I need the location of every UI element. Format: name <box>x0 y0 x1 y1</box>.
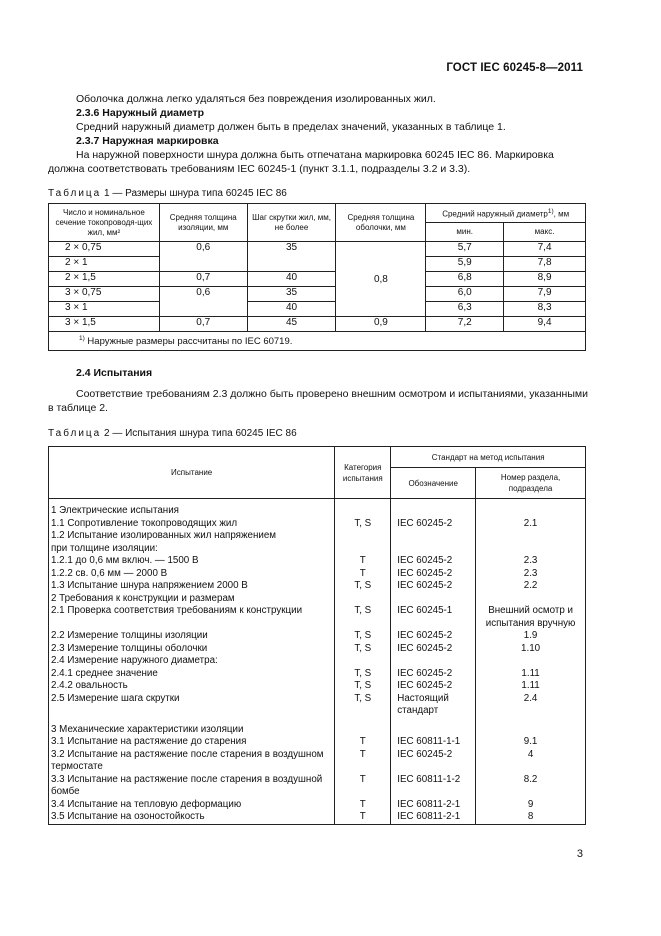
table-row <box>49 568 586 581</box>
test-standard-cell: IEC 60245-2 <box>391 680 476 693</box>
test-standard-cell: IEC 60811-2-1 <box>391 799 476 812</box>
table2-caption-word: Таблица <box>48 428 102 439</box>
test-category-cell: T, S <box>335 680 391 693</box>
test-name-cell: 3.3 Испытание на растяжение после старения в воздушной бомбе <box>49 774 335 799</box>
test-standard-cell: IEC 60245-2 <box>391 643 476 656</box>
table-row: 2 × 0,75 0,6 35 0,8 5,7 7,4 <box>49 242 586 257</box>
test-category-cell: T <box>335 555 391 568</box>
table-row <box>49 543 586 556</box>
table-row <box>49 799 586 812</box>
test-category-cell: T, S <box>335 605 391 630</box>
test-section-cell <box>476 655 586 668</box>
t2-header-designation: Обозначение <box>391 468 476 499</box>
table-row <box>49 518 586 531</box>
table-row <box>49 555 586 568</box>
test-standard-cell <box>391 718 476 737</box>
table-row <box>49 668 586 681</box>
table-row <box>49 593 586 606</box>
test-name-cell: 3.2 Испытание на растяжение после старения в воздушном термостате <box>49 749 335 774</box>
test-category-cell <box>335 499 391 518</box>
test-section-cell: 9 <box>476 799 586 812</box>
test-category-cell: T, S <box>335 693 391 718</box>
test-name-cell: 2.4.1 среднее значение <box>49 668 335 681</box>
test-category-cell <box>335 530 391 543</box>
test-section-cell <box>476 499 586 518</box>
table-row: 3 × 0,75 0,6 35 6,0 7,9 <box>49 287 586 302</box>
t2-header-category: Категория испытания <box>335 447 391 499</box>
test-category-cell <box>335 718 391 737</box>
test-standard-cell <box>391 543 476 556</box>
test-section-cell: 2.4 <box>476 693 586 718</box>
test-name-cell: 2.5 Измерение шага скрутки <box>49 693 335 718</box>
test-category-cell <box>335 655 391 668</box>
standard-designation: ГОСТ IEC 60245-8—2011 <box>446 62 583 74</box>
test-standard-cell <box>391 499 476 518</box>
paragraph-outer-diameter: Средний наружный диаметр должен быть в пределах значений, указанных в таблице 1. <box>76 121 506 133</box>
test-standard-cell: IEC 60245-2 <box>391 555 476 568</box>
table-row <box>49 774 586 799</box>
test-section-cell: 2.2 <box>476 580 586 593</box>
test-category-cell: T <box>335 736 391 749</box>
t1-header-sheath: Средняя толщина оболочки, мм <box>336 204 426 242</box>
table-cord-dimensions <box>48 203 586 351</box>
test-section-cell: 8.2 <box>476 774 586 799</box>
test-section-cell <box>476 543 586 556</box>
table-row <box>49 643 586 656</box>
t2-header-standard: Стандарт на метод испытания <box>391 447 586 468</box>
test-section-cell: 9.1 <box>476 736 586 749</box>
test-category-cell <box>335 543 391 556</box>
test-standard-cell: IEC 60245-2 <box>391 668 476 681</box>
test-standard-cell: IEC 60245-2 <box>391 518 476 531</box>
test-section-cell: 1.9 <box>476 630 586 643</box>
table-row <box>49 811 586 824</box>
t2-header-section: Номер раздела, подраздела <box>476 468 586 499</box>
table-row <box>49 499 586 518</box>
table-row <box>49 749 586 774</box>
test-name-cell: 3.5 Испытание на озоностойкость <box>49 811 335 824</box>
test-section-cell: 1.10 <box>476 643 586 656</box>
table-row <box>49 655 586 668</box>
test-category-cell: T, S <box>335 580 391 593</box>
test-section-cell: 1.11 <box>476 680 586 693</box>
t1-header-lay-length: Шаг скрутки жил, мм, не более <box>247 204 336 242</box>
test-name-cell: 1.2 Испытание изолированных жил напряжением <box>49 530 335 543</box>
test-category-cell: T <box>335 749 391 774</box>
test-name-cell: 1.3 Испытание шнура напряжением 2000 В <box>49 580 335 593</box>
table-row <box>49 580 586 593</box>
test-name-cell: 1 Электрические испытания <box>49 499 335 518</box>
test-name-cell: 2.1 Проверка соответствия требованиям к конструкции <box>49 605 335 630</box>
test-section-cell: 2.3 <box>476 555 586 568</box>
test-section-cell <box>476 530 586 543</box>
test-standard-cell: IEC 60245-2 <box>391 749 476 774</box>
test-standard-cell <box>391 530 476 543</box>
test-category-cell: T <box>335 568 391 581</box>
test-name-cell: 3.4 Испытание на тепловую деформацию <box>49 799 335 812</box>
table1-caption <box>48 188 287 199</box>
table-row <box>49 693 586 718</box>
test-category-cell <box>335 593 391 606</box>
test-name-cell: 2.2 Измерение толщины изоляции <box>49 630 335 643</box>
table-row <box>49 718 586 737</box>
table-footnote-row <box>49 332 586 351</box>
paragraph-marking: На наружной поверхности шнура должна быть отпечатана маркировка 60245 IEC 86. Маркировка должна соответствовать требованиям IEC 60245-1 (пункт 3.1.1, подразделы 3.2 и 3.3). <box>48 149 554 175</box>
test-category-cell: T, S <box>335 518 391 531</box>
test-section-cell <box>476 593 586 606</box>
table-row <box>49 605 586 630</box>
paragraph-tests: Соответствие требованиям 2.3 должно быть проверено внешним осмотром и испытаниями, указанными в таблице 2. <box>48 388 588 414</box>
t1-header-outer-diameter: Средний наружный диаметр$^{1)}$, мм <box>426 204 586 223</box>
t1-header-max: макс. <box>504 223 586 242</box>
test-standard-cell: IEC 60245-2 <box>391 580 476 593</box>
table-cord-tests <box>48 446 586 825</box>
heading-2-3-6: 2.3.6 Наружный диаметр <box>76 107 205 119</box>
table-row: 3 × 1 40 6,3 8,3 <box>49 302 586 317</box>
test-category-cell: T, S <box>335 668 391 681</box>
test-standard-cell: IEC 60811-1-1 <box>391 736 476 749</box>
test-name-cell: 1.1 Сопротивление токопроводящих жил <box>49 518 335 531</box>
table-row <box>49 680 586 693</box>
table-row: 3 × 1,5 0,7 45 0,9 7,2 9,4 <box>49 317 586 332</box>
t1-sheath-merged: 0,8 <box>336 242 426 317</box>
test-section-cell: 8 <box>476 811 586 824</box>
table2-caption <box>48 428 297 439</box>
test-section-cell: 2.3 <box>476 568 586 581</box>
test-name-cell: 1.2.2 св. 0,6 мм — 2000 В <box>49 568 335 581</box>
table-row <box>49 530 586 543</box>
t1-header-insulation: Средняя толщина изоляции, мм <box>159 204 247 242</box>
test-category-cell: T <box>335 811 391 824</box>
test-name-cell: 2.4 Измерение наружного диаметра: <box>49 655 335 668</box>
table-row <box>49 630 586 643</box>
test-name-cell: 2.3 Измерение толщины оболочки <box>49 643 335 656</box>
test-standard-cell <box>391 593 476 606</box>
table2-caption-text: 2 — Испытания шнура типа 60245 IEC 86 <box>101 428 297 439</box>
test-section-cell: 1.11 <box>476 668 586 681</box>
test-name-cell: при толщине изоляции: <box>49 543 335 556</box>
t1-footnote: $^{1)}$ Наружные размеры рассчитаны по IEC 60719. <box>49 332 586 351</box>
test-name-cell: 2.4.2 овальность <box>49 680 335 693</box>
table1-caption-word: Таблица <box>48 188 102 199</box>
test-standard-cell: IEC 60245-1 <box>391 605 476 630</box>
test-category-cell: T <box>335 799 391 812</box>
t1-header-cores: Число и номинальное сечение токопроводя-щих жил, мм² <box>49 204 160 242</box>
t2-header-test: Испытание <box>49 447 335 499</box>
table1-caption-text: 1 — Размеры шнура типа 60245 IEC 86 <box>101 188 287 199</box>
test-name-cell: 1.2.1 до 0,6 мм включ. — 1500 В <box>49 555 335 568</box>
test-category-cell: T <box>335 774 391 799</box>
test-section-cell: 2.1 <box>476 518 586 531</box>
test-name-cell: 3 Механические характеристики изоляции <box>49 718 335 737</box>
paragraph-sheath-removal: Оболочка должна легко удаляться без повреждения изолированных жил. <box>76 93 436 105</box>
test-section-cell: Внешний осмотр и испытания вручную <box>476 605 586 630</box>
t1-header-min: мин. <box>426 223 504 242</box>
test-standard-cell: IEC 60245-2 <box>391 568 476 581</box>
test-standard-cell <box>391 655 476 668</box>
heading-2-3-7: 2.3.7 Наружная маркировка <box>76 135 219 147</box>
test-standard-cell: Настоящий стандарт <box>391 693 476 718</box>
test-category-cell: T, S <box>335 630 391 643</box>
test-name-cell: 3.1 Испытание на растяжение до старения <box>49 736 335 749</box>
test-category-cell: T, S <box>335 643 391 656</box>
test-standard-cell: IEC 60245-2 <box>391 630 476 643</box>
test-section-cell: 4 <box>476 749 586 774</box>
test-name-cell: 2 Требования к конструкции и размерам <box>49 593 335 606</box>
heading-2-4: 2.4 Испытания <box>76 367 153 379</box>
table-row: 2 × 1,5 0,7 40 6,8 8,9 <box>49 272 586 287</box>
test-standard-cell: IEC 60811-1-2 <box>391 774 476 799</box>
page-number: 3 <box>576 848 583 860</box>
test-section-cell <box>476 718 586 737</box>
table-row <box>49 736 586 749</box>
table-row: 2 × 1 5,9 7,8 <box>49 257 586 272</box>
test-standard-cell: IEC 60811-2-1 <box>391 811 476 824</box>
